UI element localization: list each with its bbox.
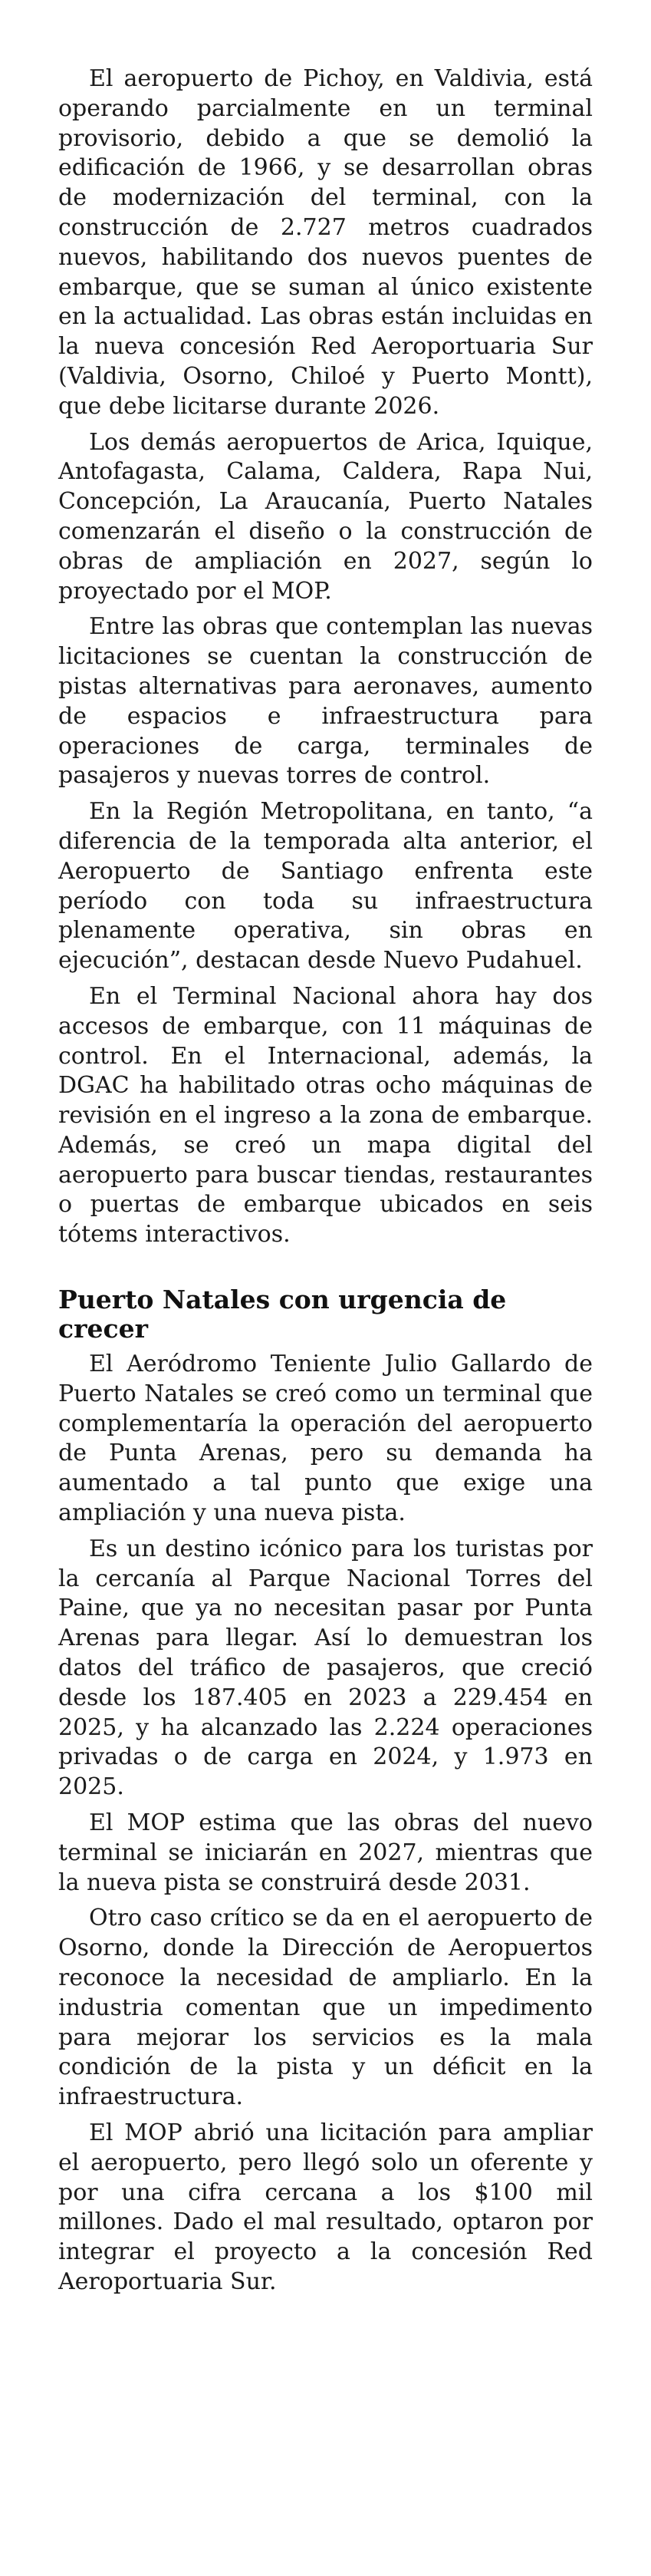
paragraph-torres-del-paine: Es un destino icónico para los turistas por la cercanía al Parque Nacional Torres del Paine, que ya no necesitan pasar por Punta Arenas para llegar. Así lo demuestran los datos del tráfico de pasajeros, que creció desde los 187.405 en 2023 a 229.454 en 2025, y ha alcanzado las 2.224 operaciones privadas o de carga en 2024, y 1.973 en 2025. — [58, 1535, 593, 1801]
paragraph-santiago-airport: En la Región Metropolitana, en tanto, “a diferencia de la temporada alta anterior, el Aeropuerto de Santiago enfrenta este período con toda su infraestructura plenamente operativa, sin obras en ejecución”, destacan desde Nuevo Pudahuel. — [58, 798, 593, 975]
section-heading: Puerto Natales con urgencia de crecer — [58, 1285, 507, 1344]
paragraph-national-terminal: En el Terminal Nacional ahora hay dos accesos de embarque, con 11 máquinas de control. En el Internacional, además, la DGAC ha habilitado otras ocho máquinas de revisión en el ingreso a la zona de embarque. Además, se creó un mapa digital del aeropuerto para buscar tiendas, restaurantes o puertas de embarque ubicados en seis tótems interactivos. — [58, 982, 593, 1248]
paragraph-other-airports: Los demás aeropuertos de Arica, Iquique, Antofagasta, Calama, Caldera, Rapa Nui, Concepción, La Araucanía, Puerto Natales comenzarán el diseño o la construcción de obras de ampliación en 2027, según lo proyectado por el MOP. — [58, 428, 593, 605]
paragraph-mop-tender: El MOP abrió una licitación para ampliar el aeropuerto, pero llegó solo un oferente y por una cifra cercana a los $100 mil millones. Dado el mal resultado, optaron por integrar el proyecto a la concesión Red Aeroportuaria Sur. — [58, 2119, 593, 2295]
paragraph-mop-estimate: El MOP estima que las obras del nuevo terminal se iniciarán en 2027, mientras que la nueva pista se construirá desde 2031. — [58, 1809, 593, 1896]
paragraph-osorno-airport: Otro caso crítico se da en el aeropuerto de Osorno, donde la Dirección de Aeropuertos reconoce la necesidad de ampliarlo. En la industria comentan que un impedimento para mejorar los servicios es la mala condición de la pista y un déficit en la infraestructura. — [58, 1905, 593, 2111]
paragraph-pichoy-valdivia: El aeropuerto de Pichoy, en Valdivia, está operando parcialmente en un terminal provisorio, debido a que se demolió la edificación de 1966, y se desarrollan obras de modernización del terminal, con la construcción de 2.727 metros cuadrados nuevos, habilitando dos nuevos puentes de embarque, que se suman al único existente en la actualidad. Las obras están incluidas en la nueva concesión Red Aeroportuaria Sur (Valdivia, Osorno, Chiloé y Puerto Montt), que debe licitarse durante 2026. — [58, 65, 593, 420]
paragraph-puerto-natales-aerodrome: El Aeródromo Teniente Julio Gallardo de Puerto Natales se creó como un terminal que complementaría la operación del aeropuerto de Punta Arenas, pero su demanda ha aumentado a tal punto que exige una ampliación y una nueva pista. — [58, 1351, 593, 1527]
news-article-body — [58, 64, 593, 2304]
paragraph-new-tenders: Entre las obras que contemplan las nuevas licitaciones se cuentan la construcción de pistas alternativas para aeronaves, aumento de espacios e infraestructura para operaciones de carga, terminales de pasajeros y nuevas torres de control. — [58, 613, 593, 790]
